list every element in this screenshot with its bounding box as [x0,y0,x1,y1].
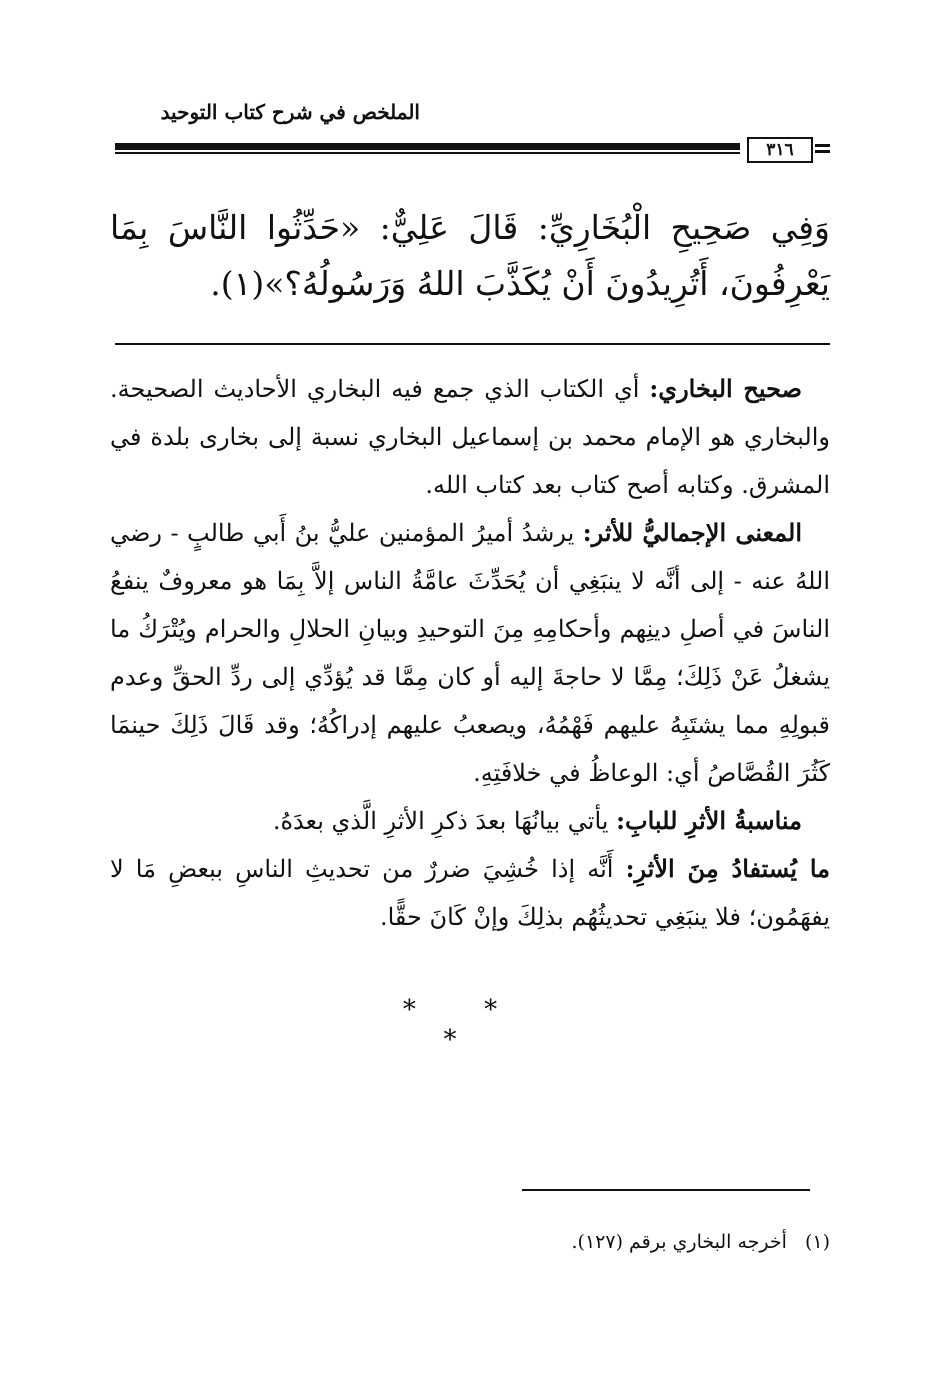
header-rule-stub [815,144,830,147]
term-heading: المعنى الإجماليُّ للأثر: [582,518,803,547]
term-heading: مناسبةُ الأثرِ للبابِ: [616,806,802,835]
section-separator-stars: * * * [402,995,528,1055]
term-heading: صحيح البخاري: [649,374,802,403]
paragraph-sahih-bukhari [110,365,830,509]
paragraph-text: أَنَّه إذا خُشِيَ ضررٌ من تحديثِ الناسِ ببعضِ مَا لا يفهَمُون؛ فلا ينبَغِي تحديثُهُم بذلِكَ وإنْ كَانَ حقًّا. [110,855,830,931]
header-rule-thin [115,152,740,154]
paragraph-general-meaning [110,509,830,797]
running-title: الملخص في شرح كتاب التوحيد [160,100,420,124]
footnote [420,1227,830,1257]
paragraph-relevance [110,797,830,845]
footnote-text: أخرجه البخاري برقم (١٢٧). [571,1231,787,1253]
section-divider [115,343,830,345]
paragraph-benefits [110,845,830,941]
page-number: ٣١٦ [747,137,813,163]
header-rule-thick [115,143,740,150]
header-rule-stub [815,150,830,153]
paragraph-text: يأتي بيانُهَا بعدَ ذكرِ الأثرِ الَّذي بعدَهُ. [272,807,617,835]
footnote-rule [522,1189,810,1191]
paragraph-text: يرشدُ أميرُ المؤمنين عليُّ بنُ أَبي طالبٍ - رضي اللهُ عنه - إلى أنَّه لا ينبَغِي أن يُحَدِّثَ عامَّةُ الناس إلاَّ بِمَا هو معروفٌ ينفعُ الناسَ في أصلِ دينِهم وأحكامِهِ مِنَ التوحيدِ وبيانِ الحلالِ والحرام ويُتْرَكُ ما يشغلُ عَنْ ذَلِكَ؛ مِمَّا لا حاجةَ إليه أو كان مِمَّا قد يُؤدِّي إلى ردِّ الحقِّ وعدم قبولِهِ مما يشتَبِهُ عليهم فَهْمُهُ، ويصعبُ عليهم إدراكُهُ؛ وقد قَالَ ذَلِكَ حينمَا كَثُرَ القُصَّاصُ أي: الوعاظُ في خلافَتِهِ. [110,519,830,787]
commentary [110,365,830,941]
footnote-number: (١) [804,1231,830,1253]
header-rule [115,137,830,161]
hadith-text: وَفِي صَحِيحِ الْبُخَارِيِّ: قَالَ عَلِيٌّ: «حَدِّثُوا النَّاسَ بِمَا يَعْرِفُونَ، أَتُرِيدُونَ أَنْ يُكَذَّبَ اللهُ وَرَسُولُهُ؟»(١). [110,208,830,303]
term-heading: ما يُستفادُ مِنَ الأثرِ: [625,854,831,883]
paragraph-text: أي الكتاب الذي جمع فيه البخاري الأحاديث الصحيحة. والبخاري هو الإمام محمد بن إسماعيل البخاري نسبة إلى بخارى بلدة في المشرق. وكتابه أصح كتاب بعد كتاب الله. [110,375,830,499]
